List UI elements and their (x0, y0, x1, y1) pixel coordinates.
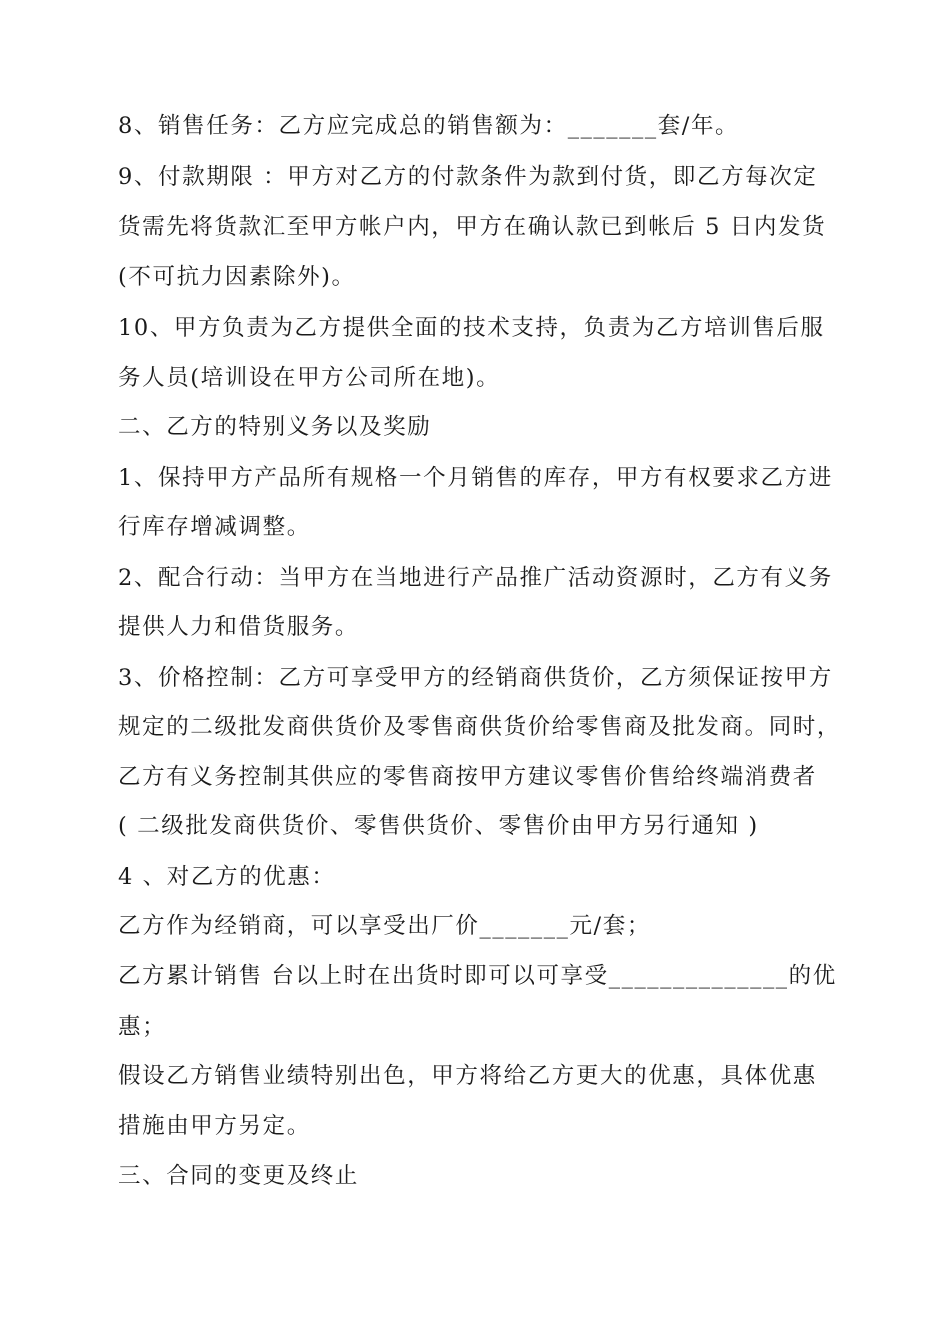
item-2-cooperation-line-1: 2、配合行动：当甲方在当地进行产品推广活动资源时，乙方有义务 (118, 565, 833, 591)
clause-10-technical-support-line-2: 务人员(培训设在甲方公司所在地)。 (118, 365, 501, 391)
clause-9-payment-terms-line-1: 9、付款期限 ：甲方对乙方的付款条件为款到付货，即乙方每次定 (118, 164, 818, 190)
section-2-heading: 二、乙方的特别义务以及奖励 (118, 414, 432, 440)
clause-10-technical-support-line-1: 10、甲方负责为乙方提供全面的技术支持，负责为乙方培训售后服 (118, 315, 825, 341)
item-4-factory-price: 乙方作为经销商，可以享受出厂价_______元/套； (118, 913, 651, 939)
clause-9-payment-terms-line-3: (不可抗力因素除外)。 (118, 264, 356, 290)
item-4-performance-bonus-line-1: 假设乙方销售业绩特别出色，甲方将给乙方更大的优惠，具体优惠 (118, 1063, 817, 1089)
item-3-price-control-line-4: ( 二级批发商供货价、零售供货价、零售价由甲方另行通知 ) (118, 813, 759, 839)
item-4-volume-discount-line-1: 乙方累计销售 台以上时在出货时即可以可享受______________的优 (118, 963, 837, 989)
clause-9-payment-terms-line-2: 货需先将货款汇至甲方帐户内，甲方在确认款已到帐后 5 日内发货 (118, 214, 827, 240)
item-2-cooperation-line-2: 提供人力和借货服务。 (118, 614, 360, 640)
item-3-price-control-line-3: 乙方有义务控制其供应的零售商按甲方建议零售价售给终端消费者 (118, 764, 817, 790)
item-3-price-control-line-1: 3、价格控制：乙方可享受甲方的经销商供货价，乙方须保证按甲方 (118, 665, 833, 691)
item-4-volume-discount-line-2: 惠； (118, 1014, 167, 1040)
item-4-performance-bonus-line-2: 措施由甲方另定。 (118, 1113, 311, 1139)
item-4-discount-heading: 4 、对乙方的优惠： (118, 864, 336, 890)
item-3-price-control-line-2: 规定的二级批发商供货价及零售商供货价给零售商及批发商。同时， (118, 714, 842, 740)
clause-8-sales-target: 8、销售任务：乙方应完成总的销售额为：_______套/年。 (118, 113, 740, 139)
item-1-inventory-line-2: 行库存增减调整。 (118, 514, 311, 540)
item-1-inventory-line-1: 1、保持甲方产品所有规格一个月销售的库存，甲方有权要求乙方进 (118, 465, 833, 491)
section-3-heading: 三、合同的变更及终止 (118, 1163, 360, 1189)
